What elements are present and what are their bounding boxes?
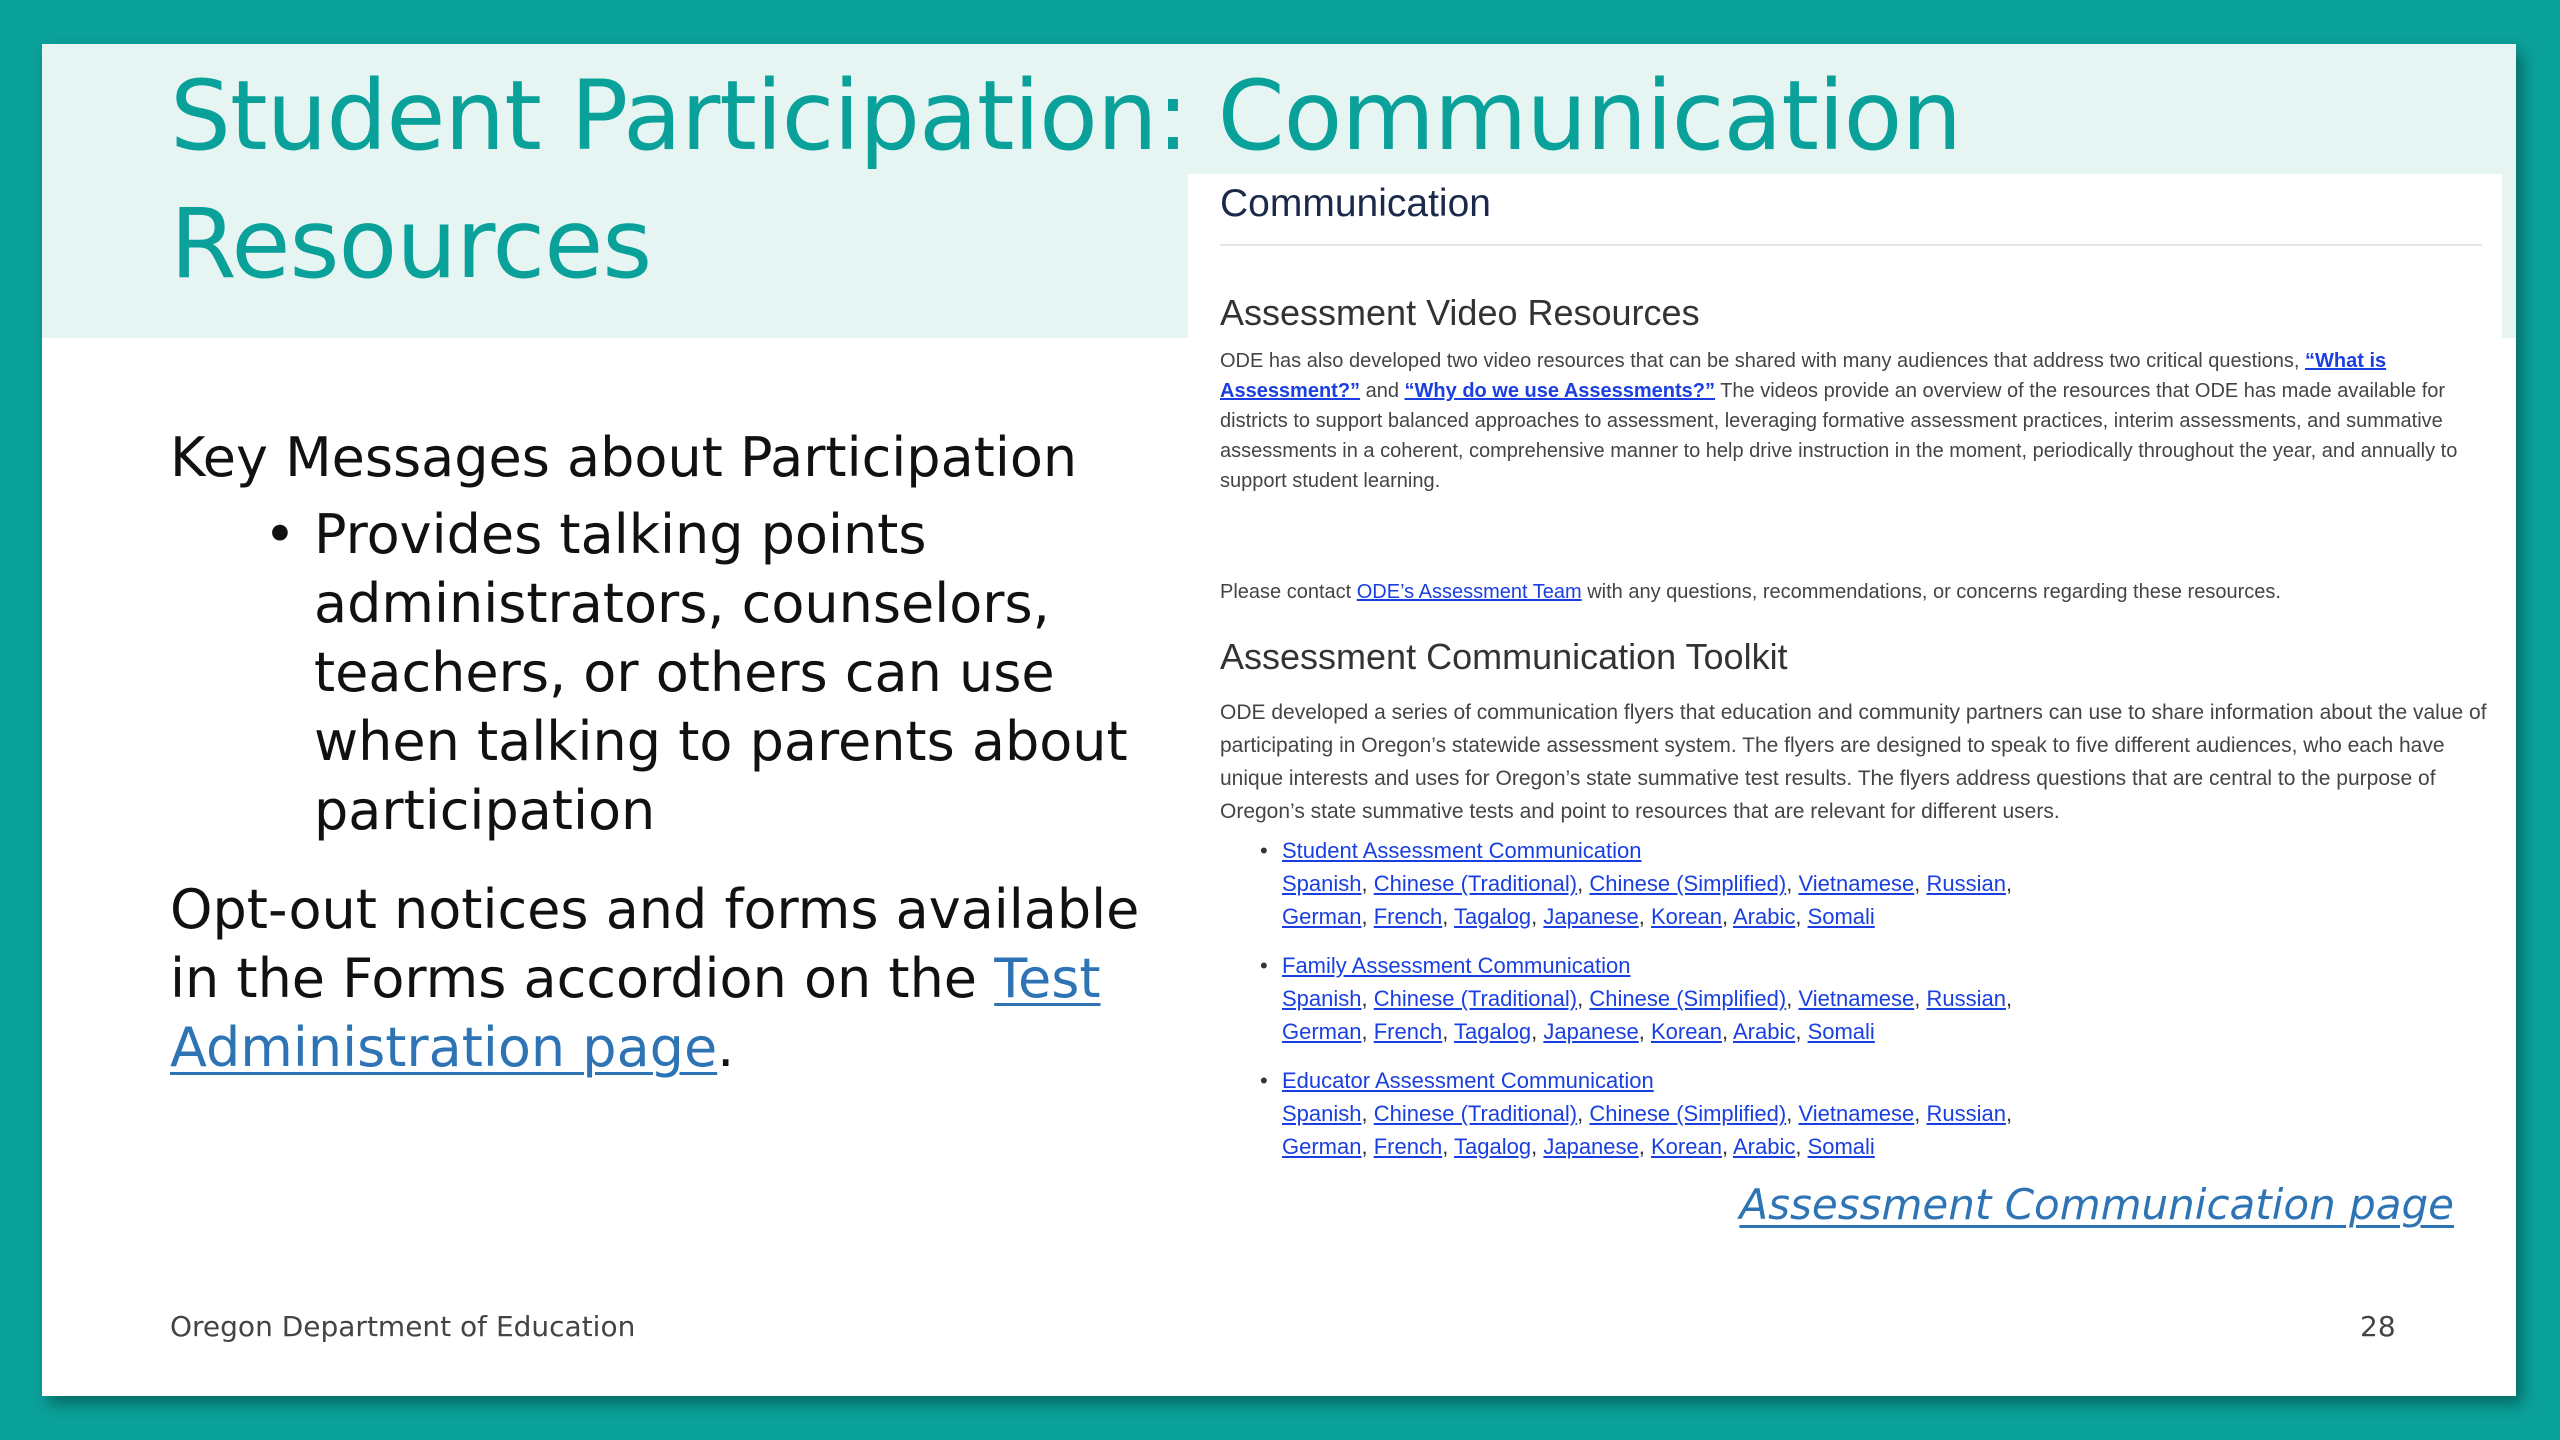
language-link[interactable]: French — [1373, 904, 1443, 929]
contact-post-text: with any questions, recommendations, or concerns regarding these resources. — [1581, 581, 2281, 603]
language-link[interactable]: Arabic — [1732, 1134, 1796, 1159]
language-link[interactable]: Tagalog — [1454, 1134, 1532, 1159]
slide — [42, 44, 2516, 1396]
bullet-icon: • — [1260, 953, 1268, 978]
video-resources-paragraph — [1220, 346, 2500, 496]
optout-end: . — [717, 1016, 735, 1079]
language-link[interactable]: Chinese (Simplified) — [1589, 1101, 1787, 1126]
language-link[interactable]: Japanese — [1543, 904, 1639, 929]
language-link[interactable]: German — [1282, 904, 1362, 929]
resource-title-link[interactable]: Family Assessment Communication — [1282, 953, 1631, 978]
language-link[interactable]: Japanese — [1543, 1019, 1639, 1044]
slide-title: Student Participation: Communication Resources — [170, 60, 1962, 300]
language-link[interactable]: French — [1373, 1134, 1443, 1159]
footer-organization: Oregon Department of Education — [170, 1310, 636, 1343]
contact-paragraph — [1220, 577, 2500, 607]
language-link[interactable]: Vietnamese — [1798, 986, 1915, 1011]
resource-list — [1220, 834, 2120, 1179]
language-link[interactable]: Korean — [1651, 1019, 1722, 1044]
video-para-text-1: ODE has also developed two video resources that can be shared with many audiences that address two critical questions, — [1220, 350, 2306, 372]
language-link[interactable]: Spanish — [1282, 986, 1362, 1011]
contact-pre-text: Please contact — [1220, 581, 1357, 603]
resource-title-link[interactable]: Educator Assessment Communication — [1282, 1068, 1654, 1093]
resource-item: • Student Assessment Communication Spanish, Chinese (Traditional), Chinese (Simplified), Vietnamese, Russian, German, French, Tagalog, Japanese, Korean, Arabic, Somali — [1220, 834, 2120, 933]
language-link[interactable]: Chinese (Simplified) — [1589, 986, 1787, 1011]
language-link[interactable]: Somali — [1807, 904, 1875, 929]
video-para-text-3: The videos provide an overview of the resources that ODE has made available for districts to support balanced approaches to assessment, leveraging formative assessment practices, interim assessments, and summative assessments in a coherent, comprehensive manner to help drive instruction in the moment, periodically throughout the year, and annually to support student learning. — [1220, 380, 2458, 492]
assessment-communication-page-link[interactable]: Assessment Communication page — [1739, 1180, 2454, 1229]
language-link[interactable]: Korean — [1651, 904, 1722, 929]
video-resources-heading: Assessment Video Resources — [1220, 292, 1700, 333]
language-link[interactable]: Chinese (Traditional) — [1373, 986, 1578, 1011]
assessment-team-link[interactable]: ODE’s Assessment Team — [1356, 581, 1582, 603]
language-link[interactable]: Tagalog — [1454, 904, 1532, 929]
language-link[interactable]: Spanish — [1282, 871, 1362, 896]
language-link[interactable]: Chinese (Traditional) — [1373, 871, 1578, 896]
optout-paragraph — [170, 875, 1170, 1082]
language-link[interactable]: Arabic — [1732, 1019, 1796, 1044]
language-link[interactable]: Chinese (Simplified) — [1589, 871, 1787, 896]
web-page-screenshot — [1188, 174, 2502, 1234]
key-messages-heading: Key Messages about Participation — [170, 426, 1078, 489]
resource-item: • Educator Assessment Communication Spanish, Chinese (Traditional), Chinese (Simplified), Vietnamese, Russian, German, French, Tagalog, Japanese, Korean, Arabic, Somali — [1220, 1064, 2120, 1163]
language-link[interactable]: Russian — [1926, 986, 2006, 1011]
what-is-assessment-link[interactable]: “What is Assessment?” — [1220, 350, 2387, 402]
page-number: 28 — [2360, 1310, 2396, 1343]
resource-item: • Family Assessment Communication Spanish, Chinese (Traditional), Chinese (Simplified), Vietnamese, Russian, German, French, Tagalog, Japanese, Korean, Arabic, Somali — [1220, 949, 2120, 1048]
language-link[interactable]: Russian — [1926, 1101, 2006, 1126]
language-link[interactable]: Vietnamese — [1798, 1101, 1915, 1126]
test-administration-link[interactable]: Test Administration page — [170, 947, 1101, 1079]
language-link[interactable]: Somali — [1807, 1134, 1875, 1159]
why-assessments-link[interactable]: “Why do we use Assessments?” — [1404, 380, 1716, 402]
bullet-icon: • — [1260, 838, 1268, 863]
language-link[interactable]: French — [1373, 1019, 1443, 1044]
language-link[interactable]: Spanish — [1282, 1101, 1362, 1126]
resource-title-link[interactable]: Student Assessment Communication — [1282, 838, 1642, 863]
web-page-heading: Communication — [1220, 182, 1491, 225]
toolkit-heading: Assessment Communication Toolkit — [1220, 636, 1788, 677]
language-link[interactable]: Arabic — [1732, 904, 1796, 929]
video-para-text-2: and — [1360, 380, 1405, 402]
toolkit-paragraph: ODE developed a series of communication flyers that education and community partners can use to share information about the value of participating in Oregon’s statewide assessment system. The flyers are designed to speak to five different audiences, who each have unique interests and uses for Oregon’s state summative test results. The flyers address questions that are central to the purpose of Oregon’s state summative tests and point to resources that are relevant for different users. — [1220, 701, 2487, 823]
key-messages-list — [170, 500, 1170, 845]
language-link[interactable]: Russian — [1926, 871, 2006, 896]
optout-text: Opt-out notices and forms available in the Forms accordion on the — [170, 878, 1140, 1010]
left-content — [170, 424, 1170, 1082]
language-link[interactable]: Korean — [1651, 1134, 1722, 1159]
language-link[interactable]: Tagalog — [1454, 1019, 1532, 1044]
bullet-icon: • — [264, 503, 296, 566]
language-link[interactable]: German — [1282, 1019, 1362, 1044]
language-link[interactable]: Somali — [1807, 1019, 1875, 1044]
language-link[interactable]: German — [1282, 1134, 1362, 1159]
language-link[interactable]: Chinese (Traditional) — [1373, 1101, 1578, 1126]
web-divider — [1220, 244, 2482, 246]
key-message-text: Provides talking points administrators, counselors, teachers, or others can use when talking to parents about participation — [314, 503, 1128, 842]
bullet-icon: • — [1260, 1068, 1268, 1093]
language-link[interactable]: Japanese — [1543, 1134, 1639, 1159]
language-link[interactable]: Vietnamese — [1798, 871, 1915, 896]
key-message-item — [264, 500, 1170, 845]
